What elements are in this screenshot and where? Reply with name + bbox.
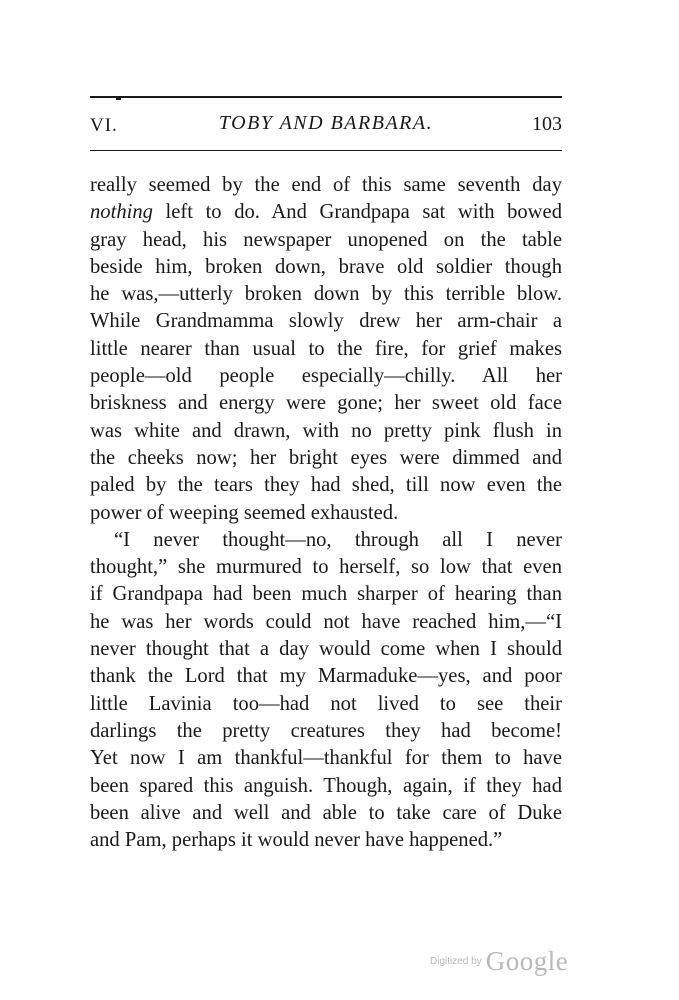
text-run: darlings the pretty creatures they had become! (90, 719, 562, 742)
text-line (90, 336, 562, 363)
text-run: little Lavinia too—had not lived to see their (90, 692, 562, 715)
text-run: beside him, broken down, brave old soldier though (90, 255, 562, 278)
page-number: 103 (532, 113, 562, 135)
text-line (90, 500, 562, 527)
text-run: was white and drawn, with no pretty pink flush in (90, 419, 562, 442)
text-run: if Grandpapa had been much sharper of hearing than (90, 583, 562, 606)
text-run: Yet now I am thankful—thankful for them to have (90, 747, 562, 770)
body-text (90, 172, 562, 854)
text-run: paled by the tears they had shed, till now even the (90, 474, 562, 497)
text-run: never thought that a day would come when I should (90, 638, 562, 661)
text-run: power of weeping seemed exhausted. (90, 501, 399, 524)
text-run: thought,” she murmured to herself, so low that even (90, 556, 562, 579)
text-line (90, 663, 562, 690)
digitization-watermark (430, 946, 568, 977)
text-run: he was,—utterly broken down by this terrible blow. (90, 283, 562, 306)
text-line (90, 554, 562, 581)
text-line (90, 227, 562, 254)
text-line (90, 773, 562, 800)
text-line (90, 609, 562, 636)
text-run: he was her words could not have reached him,—“I (90, 610, 562, 633)
text-line (90, 636, 562, 663)
chapter-number: VI. (90, 115, 118, 136)
text-line (90, 308, 562, 335)
text-run: left to do. And Grandpapa sat with bowed (152, 201, 562, 224)
text-run: While Grandmamma slowly drew her arm-chair a (90, 310, 562, 333)
watermark-brand: Google (485, 946, 569, 976)
text-line (90, 581, 562, 608)
running-title: TOBY AND BARBARA. (218, 112, 434, 134)
text-line (90, 527, 562, 554)
running-head (90, 112, 562, 140)
text-line (90, 800, 562, 827)
text-line (90, 254, 562, 281)
text-line (90, 827, 562, 854)
text-run: “I never thought—no, through all I never (114, 528, 562, 551)
text-run: and Pam, perhaps it would never have happened.” (90, 829, 503, 852)
text-line (90, 363, 562, 390)
text-line (90, 718, 562, 745)
text-line (90, 691, 562, 718)
text-run: the cheeks now; her bright eyes were dimmed and (90, 446, 562, 469)
text-line (90, 199, 562, 226)
text-line (90, 418, 562, 445)
text-run: been alive and well and able to take care of Duke (90, 801, 562, 824)
header-bottom-rule (90, 150, 562, 151)
text-line (90, 281, 562, 308)
text-line (90, 390, 562, 417)
text-run: really seemed by the end of this same seventh day (90, 174, 562, 196)
header-top-rule (90, 96, 562, 98)
text-run: people—old people especially—chilly. All her (90, 365, 562, 388)
text-run: gray head, his newspaper unopened on the table (90, 228, 562, 251)
text-line (90, 172, 562, 199)
text-run: been spared this anguish. Though, again, if they had (90, 774, 562, 797)
text-run: thank the Lord that my Marmaduke—yes, and poor (90, 665, 562, 688)
watermark-prefix: Digitized by (430, 956, 482, 967)
text-run: little nearer than usual to the fire, for grief makes (90, 337, 562, 360)
text-run: briskness and energy were gone; her sweet old face (90, 392, 562, 415)
text-line (90, 745, 562, 772)
text-line (90, 445, 562, 472)
italic-text: nothing (90, 201, 153, 224)
text-line (90, 472, 562, 499)
